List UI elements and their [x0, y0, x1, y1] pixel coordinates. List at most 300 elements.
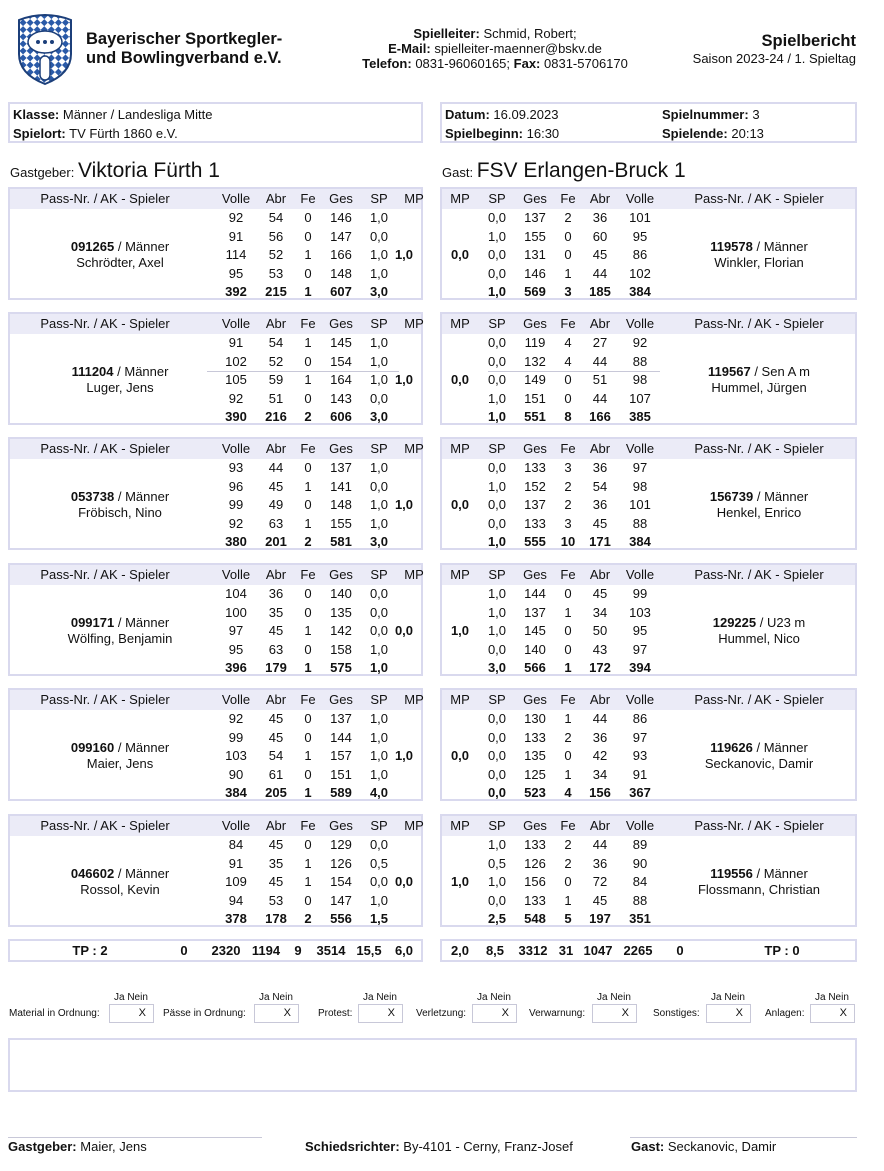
total-abr: 166 — [589, 409, 611, 424]
total-fe: 1 — [564, 660, 572, 675]
score-volle: 98 — [632, 372, 648, 387]
score-volle: 86 — [632, 711, 648, 726]
score-ges: 144 — [524, 586, 546, 601]
check-mark: X — [501, 1007, 509, 1019]
check-box[interactable] — [706, 1004, 751, 1023]
ja-nein-header: Ja Nein — [815, 992, 849, 1003]
score-sp: 1,0 — [369, 372, 389, 387]
col-header-fe: Fe — [300, 316, 316, 331]
total-volle: 351 — [629, 911, 651, 926]
score-fe: 1 — [304, 372, 312, 387]
col-header-mp: MP — [404, 316, 424, 331]
home-player-block — [8, 437, 423, 550]
check-box[interactable] — [109, 1004, 154, 1023]
score-abr: 54 — [268, 335, 284, 350]
tel-value: 0831-96060165; — [415, 56, 511, 71]
home-mp: 1,0 — [394, 247, 414, 262]
home-player-block — [8, 312, 423, 425]
score-fe: 1 — [564, 711, 572, 726]
col-header-volle: Volle — [625, 567, 655, 582]
guest-signature-value: Seckanovic, Damir — [667, 1139, 777, 1154]
score-ges: 155 — [524, 228, 546, 244]
score-sp: 0,0 — [369, 623, 389, 638]
score-ges: 140 — [330, 586, 352, 601]
total-sp: 3,0 — [369, 409, 389, 424]
score-volle: 96 — [228, 478, 244, 494]
col-header-ges: Ges — [329, 567, 353, 582]
score-sp: 0,0 — [487, 335, 507, 350]
score-ges: 151 — [524, 390, 546, 406]
score-volle: 91 — [228, 335, 244, 350]
home-mp: 1,0 — [394, 372, 414, 387]
score-sp: 0,0 — [487, 641, 507, 657]
col-header-volle: Volle — [625, 316, 655, 331]
score-fe: 1 — [304, 855, 312, 871]
separator: / — [114, 740, 126, 755]
home-tp: TP : 2 — [72, 943, 108, 958]
player-name: Wölfing, Benjamin — [67, 631, 173, 646]
col-header-ges: Ges — [523, 818, 547, 833]
total-volle: 390 — [225, 409, 247, 424]
ja-nein-header: Ja Nein — [259, 992, 293, 1003]
score-sp: 0,0 — [369, 478, 389, 494]
score-abr: 36 — [592, 210, 608, 225]
home-mp: 0,0 — [394, 623, 414, 638]
score-abr: 43 — [592, 641, 608, 657]
total-volle: 385 — [629, 409, 651, 424]
guest-player — [674, 239, 844, 271]
guest-player-block — [440, 437, 857, 550]
score-volle: 92 — [632, 335, 648, 350]
col-header-player: Pass-Nr. / AK - Spieler — [694, 567, 824, 582]
col-header-player: Pass-Nr. / AK - Spieler — [40, 191, 170, 206]
total-sp: 1,0 — [369, 660, 389, 675]
player-name: Winkler, Florian — [714, 255, 804, 270]
score-abr: 50 — [592, 623, 608, 638]
check-mark: X — [621, 1007, 629, 1019]
score-ges: 151 — [330, 766, 352, 782]
score-volle: 101 — [629, 210, 651, 225]
total-abr: 179 — [265, 660, 287, 675]
col-header-mp: MP — [404, 692, 424, 707]
score-abr: 36 — [268, 586, 284, 601]
col-header-mp: MP — [450, 191, 470, 206]
score-fe: 1 — [304, 478, 312, 494]
pass-number: 119556 — [710, 866, 753, 881]
score-abr: 35 — [268, 855, 284, 871]
pass-number: 091265 — [70, 239, 115, 254]
col-header-volle: Volle — [625, 441, 655, 456]
score-sp: 1,0 — [487, 837, 507, 852]
score-fe: 2 — [564, 855, 572, 871]
org-line-2: und Bowlingverband e.V. — [86, 49, 282, 67]
score-sp: 1,0 — [369, 748, 389, 763]
col-header-mp: MP — [404, 818, 424, 833]
col-header-player: Pass-Nr. / AK - Spieler — [694, 692, 824, 707]
home-player — [35, 740, 205, 772]
check-box[interactable] — [810, 1004, 855, 1023]
email-label: E-Mail: — [388, 41, 431, 56]
score-ges: 155 — [330, 515, 352, 531]
col-header-sp: SP — [370, 692, 388, 707]
row-separator — [488, 371, 660, 372]
leiter-value: Schmid, Robert; — [483, 26, 577, 41]
total-fe: 3 — [564, 284, 572, 299]
check-box[interactable] — [592, 1004, 637, 1023]
score-fe: 0 — [304, 586, 312, 601]
total-ges: 589 — [330, 785, 352, 800]
score-ges: 137 — [330, 711, 352, 726]
score-fe: 1 — [564, 265, 572, 281]
total-ges: 566 — [524, 660, 546, 675]
home-player — [35, 615, 205, 647]
player-name: Luger, Jens — [86, 380, 154, 395]
remarks-box[interactable] — [8, 1038, 857, 1092]
score-abr: 63 — [268, 515, 284, 531]
score-fe: 0 — [304, 641, 312, 657]
total-ges: 606 — [330, 409, 352, 424]
total-abr: 215 — [265, 284, 287, 299]
guest-player-block — [440, 814, 857, 927]
score-abr: 56 — [268, 228, 284, 244]
score-abr: 36 — [592, 497, 608, 512]
association-logo — [16, 12, 74, 86]
score-volle: 84 — [632, 874, 648, 889]
total-volle: 380 — [225, 534, 247, 549]
ja-nein-header: Ja Nein — [597, 992, 631, 1003]
col-header-mp: MP — [404, 567, 424, 582]
col-header-abr: Abr — [589, 441, 611, 456]
pass-number: 119626 — [710, 740, 753, 755]
score-volle: 88 — [632, 353, 648, 369]
score-fe: 4 — [564, 335, 572, 350]
total-volle: 384 — [629, 534, 651, 549]
score-volle: 103 — [225, 748, 247, 763]
col-header-fe: Fe — [560, 191, 576, 206]
score-abr: 45 — [268, 711, 284, 726]
score-volle: 95 — [228, 265, 244, 281]
score-abr: 63 — [268, 641, 284, 657]
beginn-label: Spielbeginn: — [445, 126, 523, 141]
leiter-label: Spielleiter: — [413, 26, 480, 41]
col-header-fe: Fe — [300, 567, 316, 582]
col-header-ges: Ges — [523, 567, 547, 582]
score-volle: 114 — [225, 247, 247, 262]
score-abr: 45 — [268, 478, 284, 494]
score-sp: 0,0 — [487, 353, 507, 369]
score-sp: 0,0 — [487, 729, 507, 745]
col-header-volle: Volle — [221, 818, 251, 833]
score-abr: 54 — [268, 210, 284, 225]
player-id — [674, 364, 844, 380]
score-sp: 0,0 — [487, 265, 507, 281]
score-ges: 143 — [330, 390, 352, 406]
score-sp: 0,0 — [487, 892, 507, 908]
col-header-sp: SP — [488, 692, 506, 707]
score-abr: 45 — [268, 837, 284, 852]
score-fe: 3 — [564, 515, 572, 531]
player-id — [674, 740, 844, 756]
separator: / — [114, 866, 126, 881]
check-mark: X — [839, 1007, 847, 1019]
score-fe: 0 — [564, 247, 572, 262]
total-sp: 1,0 — [487, 284, 507, 299]
score-fe: 0 — [304, 390, 312, 406]
fax-value: 0831-5706170 — [544, 56, 628, 71]
score-ges: 147 — [330, 228, 352, 244]
guest-player-block — [440, 187, 857, 300]
guest-mp: 1,0 — [450, 874, 470, 889]
col-header-fe: Fe — [560, 316, 576, 331]
home-signature-value: Maier, Jens — [80, 1139, 147, 1154]
col-header-sp: SP — [370, 818, 388, 833]
score-abr: 60 — [592, 228, 608, 244]
check-box[interactable] — [472, 1004, 517, 1023]
score-volle: 95 — [632, 623, 648, 638]
score-sp: 1,0 — [487, 604, 507, 620]
col-header-fe: Fe — [300, 191, 316, 206]
score-fe: 1 — [304, 623, 312, 638]
home-player-block — [8, 563, 423, 676]
score-abr: 51 — [592, 372, 608, 387]
check-label: Protest: — [318, 1008, 353, 1019]
col-header-sp: SP — [370, 441, 388, 456]
player-name: Hummel, Jürgen — [711, 380, 807, 395]
separator: / — [752, 740, 764, 755]
score-abr: 52 — [268, 247, 284, 262]
score-abr: 72 — [592, 874, 608, 889]
score-fe: 0 — [304, 729, 312, 745]
separator: / — [756, 615, 767, 630]
col-header-abr: Abr — [589, 316, 611, 331]
home-total-mp: 6,0 — [394, 943, 414, 958]
total-abr: 197 — [589, 911, 611, 926]
score-fe: 2 — [564, 210, 572, 225]
score-abr: 34 — [592, 604, 608, 620]
col-header-player: Pass-Nr. / AK - Spieler — [694, 316, 824, 331]
home-total-abr: 1194 — [251, 943, 281, 958]
klasse-value: Männer / Landesliga Mitte — [62, 107, 213, 122]
total-fe: 8 — [564, 409, 572, 424]
guest-player-block — [440, 312, 857, 425]
player-id — [35, 239, 205, 255]
total-ges: 555 — [524, 534, 546, 549]
age-class: Männer — [763, 866, 808, 881]
col-header-fe: Fe — [300, 818, 316, 833]
score-abr: 44 — [268, 460, 284, 475]
score-sp: 0,0 — [487, 766, 507, 782]
guest-mp: 0,0 — [450, 247, 470, 262]
score-sp: 1,0 — [487, 228, 507, 244]
score-fe: 3 — [564, 460, 572, 475]
separator: / — [752, 866, 764, 881]
score-sp: 1,0 — [487, 478, 507, 494]
score-abr: 44 — [592, 837, 608, 852]
beginn-value: 16:30 — [526, 126, 560, 141]
col-header-mp: MP — [450, 316, 470, 331]
age-class: Männer — [125, 615, 170, 630]
pass-number: 156739 — [709, 489, 754, 504]
score-ges: 149 — [524, 372, 546, 387]
score-fe: 2 — [564, 837, 572, 852]
score-fe: 1 — [304, 748, 312, 763]
pass-number: 119567 — [708, 364, 751, 379]
score-sp: 1,0 — [369, 641, 389, 657]
score-volle: 93 — [228, 460, 244, 475]
score-sp: 0,5 — [487, 855, 507, 871]
col-header-sp: SP — [370, 191, 388, 206]
score-volle: 107 — [629, 390, 651, 406]
guest-signature — [631, 1139, 776, 1154]
col-header-ges: Ges — [329, 441, 353, 456]
score-sp: 1,0 — [369, 892, 389, 908]
fax-label: Fax: — [513, 56, 541, 71]
col-header-ges: Ges — [329, 692, 353, 707]
score-ges: 126 — [330, 855, 352, 871]
score-volle: 99 — [228, 497, 244, 512]
age-class: Männer — [125, 239, 170, 254]
score-sp: 1,0 — [369, 210, 389, 225]
check-label: Verletzung: — [416, 1008, 467, 1019]
score-ges: 133 — [524, 729, 546, 745]
score-sp: 1,0 — [369, 460, 389, 475]
separator: / — [752, 239, 764, 254]
score-sp: 0,0 — [487, 210, 507, 225]
score-sp: 0,0 — [487, 515, 507, 531]
col-header-abr: Abr — [589, 818, 611, 833]
score-fe: 0 — [304, 265, 312, 281]
col-header-mp: MP — [404, 191, 424, 206]
total-fe: 1 — [304, 660, 312, 675]
score-ges: 133 — [524, 460, 546, 475]
score-sp: 1,0 — [487, 623, 507, 638]
total-ges: 556 — [330, 911, 352, 926]
score-sp: 0,0 — [369, 604, 389, 620]
score-abr: 36 — [592, 855, 608, 871]
row-separator — [207, 371, 399, 372]
score-fe: 1 — [304, 515, 312, 531]
col-header-player: Pass-Nr. / AK - Spieler — [694, 191, 824, 206]
player-id — [674, 489, 844, 505]
score-abr: 45 — [268, 729, 284, 745]
total-sp: 1,0 — [487, 409, 507, 424]
total-abr: 205 — [265, 785, 287, 800]
score-fe: 0 — [304, 497, 312, 512]
player-id — [35, 489, 205, 505]
col-header-player: Pass-Nr. / AK - Spieler — [40, 441, 170, 456]
guest-player — [674, 364, 844, 396]
score-volle: 102 — [225, 353, 247, 369]
ende-value: 20:13 — [731, 126, 764, 141]
separator: / — [114, 489, 126, 504]
check-box[interactable] — [254, 1004, 299, 1023]
score-sp: 1,0 — [369, 353, 389, 369]
email-value[interactable]: spielleiter-maenner@bskv.de — [434, 41, 602, 56]
home-total-ges: 3514 — [316, 943, 346, 958]
player-name: Hummel, Nico — [718, 631, 800, 646]
home-total-zero: 0 — [180, 943, 188, 958]
score-abr: 52 — [268, 353, 284, 369]
guest-mp: 0,0 — [450, 497, 470, 512]
score-abr: 61 — [268, 766, 284, 782]
col-header-player: Pass-Nr. / AK - Spieler — [694, 441, 824, 456]
score-sp: 0,0 — [487, 497, 507, 512]
guest-total-mp: 2,0 — [450, 943, 470, 958]
col-header-abr: Abr — [589, 191, 611, 206]
score-sp: 1,0 — [369, 265, 389, 281]
score-abr: 36 — [592, 460, 608, 475]
col-header-player: Pass-Nr. / AK - Spieler — [40, 316, 170, 331]
score-abr: 53 — [268, 265, 284, 281]
score-abr: 45 — [268, 874, 284, 889]
player-id — [674, 239, 844, 255]
score-fe: 0 — [564, 372, 572, 387]
home-player — [35, 239, 205, 271]
score-fe: 0 — [564, 874, 572, 889]
player-id — [35, 364, 205, 380]
separator: / — [750, 364, 762, 379]
score-ges: 166 — [330, 247, 352, 262]
guest-total-volle: 2265 — [623, 943, 653, 958]
home-team-name: Viktoria Fürth 1 — [77, 159, 220, 182]
col-header-volle: Volle — [625, 692, 655, 707]
player-name: Flossmann, Christian — [697, 882, 821, 897]
score-fe: 2 — [564, 478, 572, 494]
score-volle: 97 — [228, 623, 244, 638]
check-box[interactable] — [358, 1004, 403, 1023]
score-ges: 125 — [524, 766, 546, 782]
score-volle: 84 — [228, 837, 244, 852]
score-abr: 44 — [592, 390, 608, 406]
score-fe: 1 — [564, 766, 572, 782]
col-header-sp: SP — [488, 818, 506, 833]
score-abr: 42 — [592, 748, 608, 763]
home-mp: 1,0 — [394, 748, 414, 763]
player-name: Henkel, Enrico — [716, 505, 802, 520]
score-fe: 1 — [564, 604, 572, 620]
check-mark: X — [735, 1007, 743, 1019]
separator: / — [114, 615, 126, 630]
organization-name — [86, 30, 282, 68]
spielort-label: Spielort: — [13, 126, 66, 141]
score-ges: 145 — [524, 623, 546, 638]
report-heading — [693, 32, 856, 66]
player-name: Maier, Jens — [86, 756, 154, 771]
score-ges: 145 — [330, 335, 352, 350]
age-class: U23 m — [766, 615, 806, 630]
score-ges: 129 — [330, 837, 352, 852]
col-header-fe: Fe — [300, 692, 316, 707]
check-label: Sonstiges: — [653, 1008, 700, 1019]
total-abr: 178 — [265, 911, 287, 926]
home-player-block — [8, 187, 423, 300]
total-sp: 4,0 — [369, 785, 389, 800]
player-id — [35, 740, 205, 756]
total-sp: 2,5 — [487, 911, 507, 926]
guest-signature-label: Gast: — [631, 1139, 665, 1154]
score-ges: 152 — [524, 478, 546, 494]
guest-player — [674, 615, 844, 647]
score-fe: 2 — [564, 729, 572, 745]
col-header-volle: Volle — [625, 191, 655, 206]
player-id — [674, 866, 844, 882]
col-header-abr: Abr — [265, 191, 287, 206]
score-fe: 0 — [564, 748, 572, 763]
col-header-mp: MP — [450, 692, 470, 707]
separator: / — [753, 489, 765, 504]
ja-nein-header: Ja Nein — [114, 992, 148, 1003]
score-volle: 88 — [632, 515, 648, 531]
